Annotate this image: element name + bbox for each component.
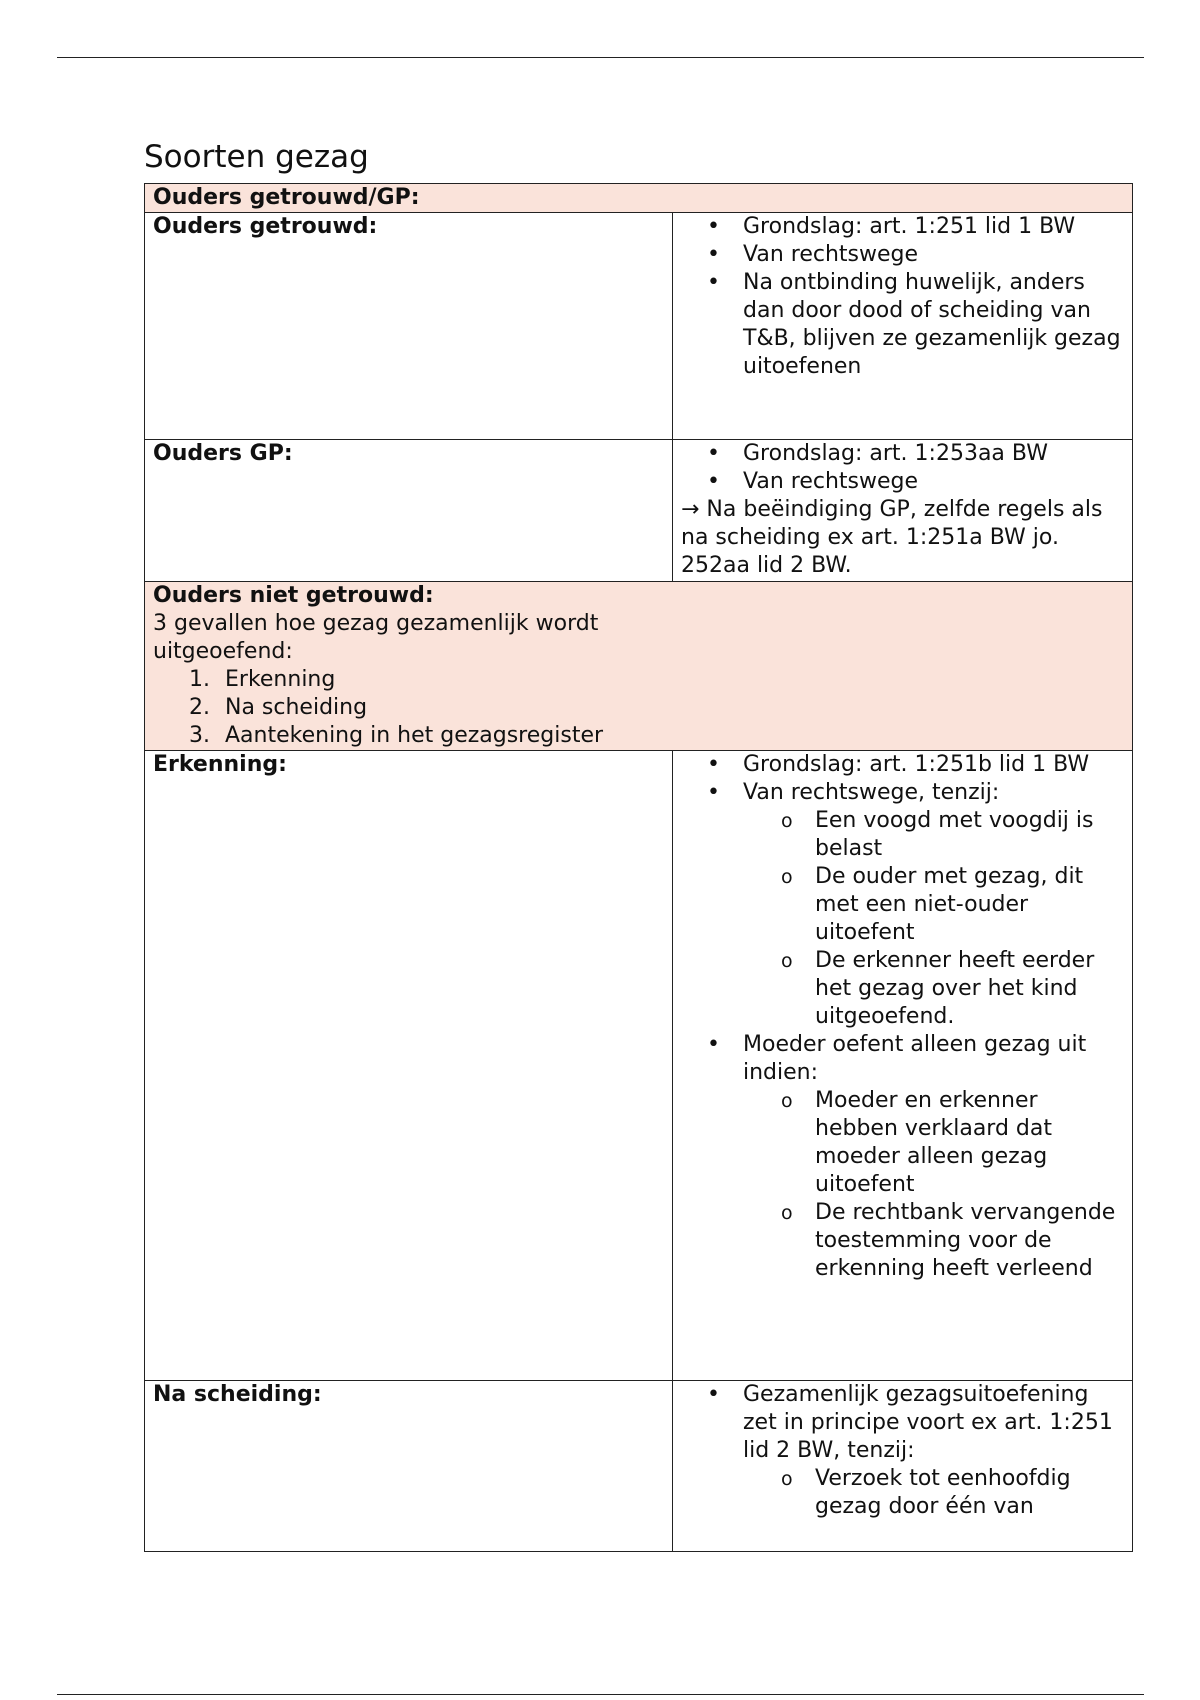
list-item: [189, 722, 1124, 750]
row-content-erkenning: [673, 751, 1133, 1381]
list-item: • Grondslag: art. 1:251b lid 1 BW: [743, 751, 1124, 779]
list-number: 3.: [189, 723, 210, 748]
unmarried-intro: 3 gevallen hoe gezag gezamenlijk wordt uitgeoefend:: [153, 611, 599, 664]
top-rule: [57, 57, 1144, 58]
list-number: 2.: [189, 695, 210, 720]
list-item: [743, 779, 1124, 1031]
table-row-scheiding: [145, 1381, 1133, 1552]
table-row-married: [145, 213, 1133, 440]
section-header-unmarried: [145, 582, 1133, 751]
table-row-married-gp-header: [145, 184, 1133, 213]
scheiding-bullets: [681, 1381, 1124, 1521]
row-content-gp: [673, 440, 1133, 582]
row-label-erkenning: Erkenning:: [145, 751, 673, 1381]
list-number: 1.: [189, 667, 210, 692]
sub-list-item: o Verzoek tot eenhoofdig gezag door één van: [815, 1465, 1124, 1521]
list-item: • Van rechtswege: [743, 241, 1124, 269]
section-header-married-gp: Ouders getrouwd/GP:: [145, 184, 1133, 213]
sub-list-item: o Moeder en erkenner hebben verklaard dat moeder alleen gezag uitoefent: [815, 1087, 1124, 1199]
list-text: Erkenning: [225, 667, 336, 692]
erkenning-mother-conditions: [743, 1087, 1124, 1283]
section-title-unmarried: Ouders niet getrouwd:: [153, 583, 434, 608]
gp-bullets: [681, 440, 1124, 496]
list-text: Moeder oefent alleen gezag uit indien:: [743, 1032, 1087, 1085]
list-item: [743, 1031, 1124, 1283]
unmarried-cases-list: [153, 666, 1124, 750]
sub-list-item: o De erkenner heeft eerder het gezag over het kind uitgeoefend.: [815, 947, 1124, 1031]
list-text: Aantekening in het gezagsregister: [225, 723, 604, 748]
table-row-unmarried-header: [145, 582, 1133, 751]
row-content-scheiding: [673, 1381, 1133, 1552]
sub-list-item: o Een voogd met voogdij is belast: [815, 807, 1124, 863]
married-bullets: [681, 213, 1124, 381]
scheiding-exceptions: [743, 1465, 1124, 1521]
table-row-erkenning: [145, 751, 1133, 1381]
list-text: Na scheiding: [225, 695, 368, 720]
list-item: [189, 666, 1124, 694]
list-text: Gezamenlijk gezagsuitoefening zet in principe voort ex art. 1:251 lid 2 BW, tenzij:: [743, 1382, 1113, 1463]
list-item: • Grondslag: art. 1:253aa BW: [743, 440, 1124, 468]
erkenning-bullets: [681, 751, 1124, 1283]
list-item: • Na ontbinding huwelijk, anders dan door dood of scheiding van T&B, blijven ze gezamenlijk gezag uitoefenen: [743, 269, 1124, 381]
page-title: Soorten gezag: [144, 139, 369, 175]
row-label-gp: Ouders GP:: [145, 440, 673, 582]
list-item: • Van rechtswege: [743, 468, 1124, 496]
row-content-married: [673, 213, 1133, 440]
list-text: Van rechtswege, tenzij:: [743, 780, 1000, 805]
table-row-gp: [145, 440, 1133, 582]
bottom-rule: [57, 1694, 1144, 1695]
erkenning-exceptions: [743, 807, 1124, 1031]
gp-note: → Na beëindiging GP, zelfde regels als na scheiding ex art. 1:251a BW jo. 252aa lid 2 BW.: [681, 497, 1103, 578]
row-label-scheiding: Na scheiding:: [145, 1381, 673, 1552]
list-item: • Grondslag: art. 1:251 lid 1 BW: [743, 213, 1124, 241]
gezag-table: [144, 183, 1133, 1552]
sub-list-item: o De ouder met gezag, dit met een niet-ouder uitoefent: [815, 863, 1124, 947]
list-item: [189, 694, 1124, 722]
row-label-married: Ouders getrouwd:: [145, 213, 673, 440]
sub-list-item: o De rechtbank vervangende toestemming voor de erkenning heeft verleend: [815, 1199, 1124, 1283]
list-item: [743, 1381, 1124, 1521]
